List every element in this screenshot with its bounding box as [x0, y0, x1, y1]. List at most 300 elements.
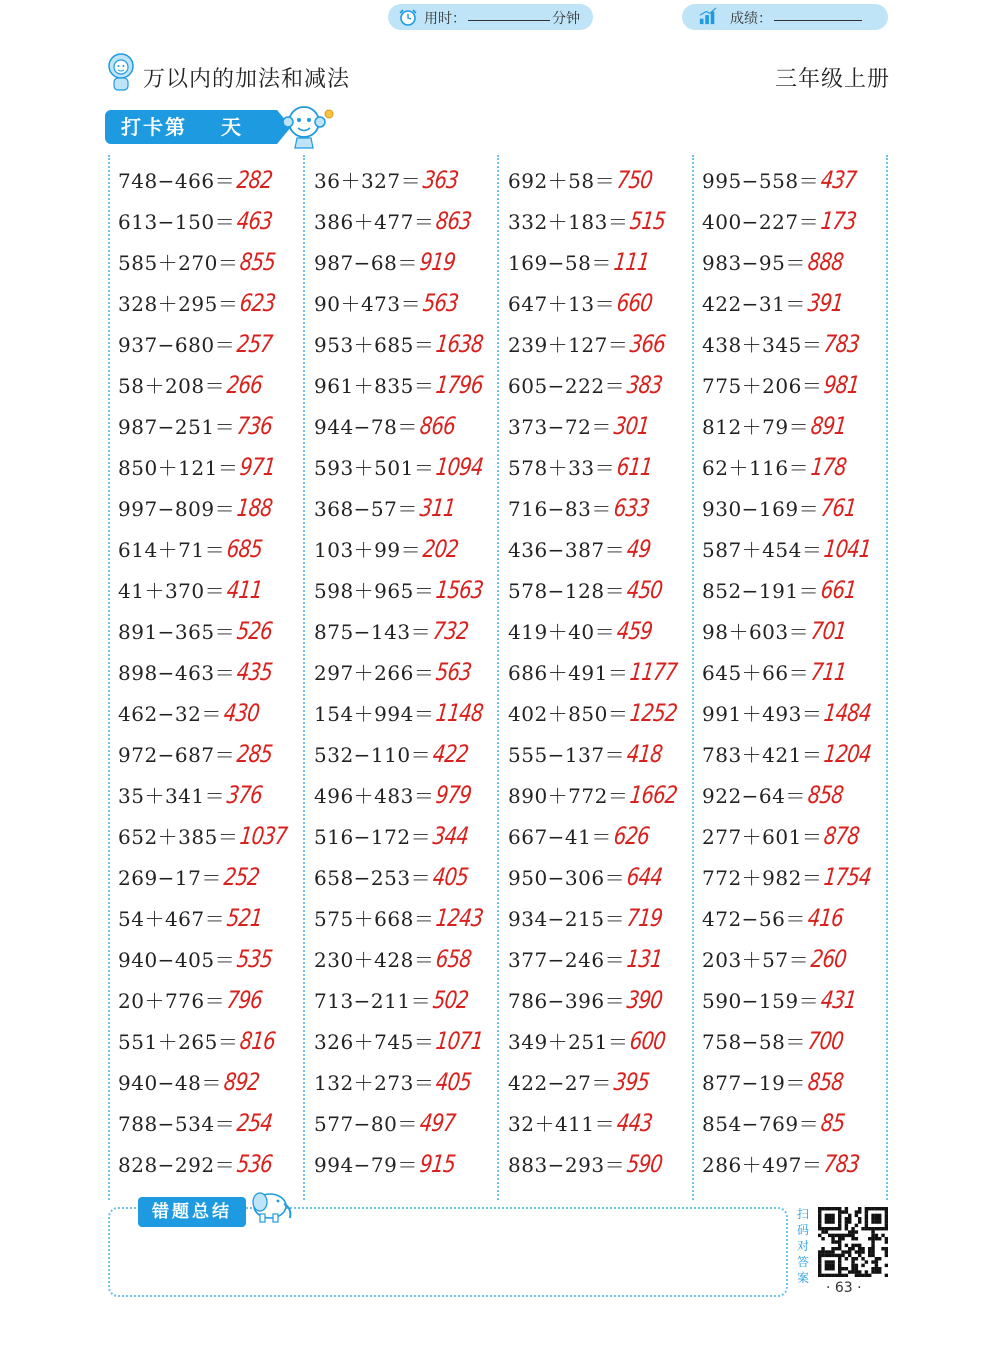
handwritten-answer: 202 — [421, 535, 460, 563]
exercise-question: 983−95＝ — [702, 251, 806, 275]
exercise-question: 35＋341＝ — [118, 784, 226, 808]
exercise-row — [508, 452, 698, 493]
handwritten-answer: 497 — [418, 1109, 457, 1137]
exercise-row — [118, 862, 308, 903]
exercise-row — [508, 862, 698, 903]
exercise-row — [314, 288, 504, 329]
exercise-row — [118, 903, 308, 944]
handwritten-answer: 1252 — [628, 699, 679, 727]
handwritten-answer: 971 — [238, 453, 277, 481]
exercise-row — [314, 862, 504, 903]
exercise-row — [118, 698, 308, 739]
grade-label: 三年级上册 — [774, 67, 890, 92]
exercise-question: 667−41＝ — [508, 825, 612, 849]
qr-code-icon[interactable] — [818, 1207, 888, 1277]
exercise-row — [314, 1026, 504, 1067]
handwritten-answer: 816 — [238, 1027, 277, 1055]
exercise-row — [118, 780, 308, 821]
exercise-row — [118, 616, 308, 657]
exercise-row — [702, 493, 892, 534]
exercise-row — [118, 1067, 308, 1108]
exercise-row — [314, 985, 504, 1026]
handwritten-answer: 633 — [612, 494, 651, 522]
exercise-row — [508, 575, 698, 616]
handwritten-answer: 915 — [418, 1150, 457, 1178]
exercise-question: 850＋121＝ — [118, 456, 239, 480]
exercise-question: 400−227＝ — [702, 210, 820, 234]
exercise-question: 647＋13＝ — [508, 292, 616, 316]
exercise-row — [118, 944, 308, 985]
handwritten-answer: 981 — [822, 371, 861, 399]
exercise-row — [508, 329, 698, 370]
exercise-question: 995−558＝ — [702, 169, 820, 193]
exercise-question: 297＋266＝ — [314, 661, 435, 685]
handwritten-answer: 878 — [822, 822, 861, 850]
exercise-column-2 — [314, 165, 504, 1190]
handwritten-answer: 1638 — [434, 330, 485, 358]
exercise-row — [314, 206, 504, 247]
handwritten-answer: 178 — [809, 453, 848, 481]
handwritten-answer: 1148 — [434, 699, 485, 727]
exercise-row — [118, 739, 308, 780]
exercise-row — [314, 575, 504, 616]
handwritten-answer: 1204 — [822, 740, 873, 768]
handwritten-answer: 443 — [615, 1109, 654, 1137]
exercise-row — [118, 452, 308, 493]
exercise-row — [314, 247, 504, 288]
exercise-row — [508, 944, 698, 985]
exercise-row — [508, 780, 698, 821]
exercise-question: 940−48＝ — [118, 1071, 222, 1095]
exercise-question: 590−159＝ — [702, 989, 820, 1013]
exercise-grid — [108, 155, 888, 1200]
exercise-row — [702, 247, 892, 288]
exercise-question: 578＋33＝ — [508, 456, 616, 480]
exercise-row — [702, 1067, 892, 1108]
handwritten-answer: 1041 — [822, 535, 873, 563]
exercise-question: 422−27＝ — [508, 1071, 612, 1095]
checkin-suffix: 天 — [221, 115, 243, 139]
exercise-question: 36＋327＝ — [314, 169, 422, 193]
score-pill — [682, 4, 888, 30]
exercise-question: 713−211＝ — [314, 989, 432, 1013]
exercise-question: 277＋601＝ — [702, 825, 823, 849]
handwritten-answer: 282 — [235, 166, 274, 194]
handwritten-answer: 719 — [625, 904, 664, 932]
handwritten-answer: 422 — [431, 740, 470, 768]
exercise-row — [314, 493, 504, 534]
handwritten-answer: 732 — [431, 617, 470, 645]
exercise-question: 103＋99＝ — [314, 538, 422, 562]
handwritten-answer: 979 — [434, 781, 473, 809]
exercise-question: 436−387＝ — [508, 538, 626, 562]
handwritten-answer: 701 — [809, 617, 848, 645]
handwritten-answer: 855 — [238, 248, 277, 276]
handwritten-answer: 919 — [418, 248, 457, 276]
exercise-question: 786−396＝ — [508, 989, 626, 1013]
score-chart-icon — [698, 7, 718, 25]
exercise-column-3 — [508, 165, 698, 1190]
exercise-row — [702, 862, 892, 903]
handwritten-answer: 736 — [235, 412, 274, 440]
exercise-question: 883−293＝ — [508, 1153, 626, 1177]
exercise-question: 890＋772＝ — [508, 784, 629, 808]
handwritten-answer: 463 — [235, 207, 274, 235]
column-divider — [108, 155, 110, 1200]
handwritten-answer: 257 — [235, 330, 274, 358]
checkin-prefix: 打卡第 — [121, 115, 187, 139]
exercise-question: 658−253＝ — [314, 866, 432, 890]
exercise-question: 90＋473＝ — [314, 292, 422, 316]
exercise-question: 854−769＝ — [702, 1112, 820, 1136]
exercise-question: 652＋385＝ — [118, 825, 239, 849]
handwritten-answer: 611 — [615, 453, 654, 481]
exercise-question: 555−137＝ — [508, 743, 626, 767]
handwritten-answer: 301 — [612, 412, 651, 440]
exercise-question: 877−19＝ — [702, 1071, 806, 1095]
exercise-question: 828−292＝ — [118, 1153, 236, 1177]
handwritten-answer: 891 — [809, 412, 848, 440]
exercise-row — [508, 698, 698, 739]
exercise-question: 987−68＝ — [314, 251, 418, 275]
exercise-row — [702, 944, 892, 985]
exercise-row — [508, 206, 698, 247]
exercise-row — [702, 698, 892, 739]
handwritten-answer: 431 — [819, 986, 858, 1014]
exercise-question: 783＋421＝ — [702, 743, 823, 767]
exercise-question: 203＋57＝ — [702, 948, 810, 972]
exercise-row — [118, 288, 308, 329]
exercise-row — [314, 411, 504, 452]
exercise-question: 587＋454＝ — [702, 538, 823, 562]
handwritten-answer: 173 — [819, 207, 858, 235]
exercise-question: 154＋994＝ — [314, 702, 435, 726]
exercise-row — [314, 944, 504, 985]
exercise-row — [702, 821, 892, 862]
exercise-row — [508, 821, 698, 862]
exercise-row — [314, 657, 504, 698]
exercise-question: 758−58＝ — [702, 1030, 806, 1054]
exercise-row — [118, 657, 308, 698]
handwritten-answer: 1037 — [238, 822, 289, 850]
exercise-row — [118, 411, 308, 452]
handwritten-answer: 590 — [625, 1150, 664, 1178]
handwritten-answer: 685 — [225, 535, 264, 563]
exercise-question: 269−17＝ — [118, 866, 222, 890]
exercise-row — [508, 370, 698, 411]
exercise-question: 645＋66＝ — [702, 661, 810, 685]
handwritten-answer: 858 — [806, 781, 845, 809]
exercise-question: 692＋58＝ — [508, 169, 616, 193]
exercise-question: 937−680＝ — [118, 333, 236, 357]
exercise-row — [314, 165, 504, 206]
exercise-row — [702, 780, 892, 821]
exercise-row — [314, 903, 504, 944]
exercise-question: 788−534＝ — [118, 1112, 236, 1136]
page-title: 万以内的加法和减法 — [143, 67, 351, 92]
exercise-question: 328＋295＝ — [118, 292, 239, 316]
exercise-question: 614＋71＝ — [118, 538, 226, 562]
lion-mascot-icon — [105, 52, 137, 92]
exercise-row — [314, 616, 504, 657]
exercise-row — [314, 534, 504, 575]
exercise-question: 419＋40＝ — [508, 620, 616, 644]
exercise-row — [702, 575, 892, 616]
exercise-row — [702, 206, 892, 247]
handwritten-answer: 796 — [225, 986, 264, 1014]
exercise-row — [118, 1108, 308, 1149]
exercise-question: 953＋685＝ — [314, 333, 435, 357]
handwritten-answer: 711 — [809, 658, 848, 686]
exercise-question: 326＋745＝ — [314, 1030, 435, 1054]
handwritten-answer: 416 — [806, 904, 845, 932]
exercise-row — [702, 288, 892, 329]
exercise-row — [702, 1149, 892, 1190]
handwritten-answer: 383 — [625, 371, 664, 399]
handwritten-answer: 391 — [806, 289, 845, 317]
handwritten-answer: 1177 — [628, 658, 679, 686]
exercise-row — [508, 1026, 698, 1067]
handwritten-answer: 363 — [421, 166, 460, 194]
handwritten-answer: 131 — [625, 945, 664, 973]
exercise-question: 950−306＝ — [508, 866, 626, 890]
checkin-banner — [105, 110, 335, 144]
exercise-question: 593＋501＝ — [314, 456, 435, 480]
exercise-row — [702, 452, 892, 493]
exercise-row — [702, 534, 892, 575]
exercise-question: 605−222＝ — [508, 374, 626, 398]
exercise-row — [702, 739, 892, 780]
exercise-question: 934−215＝ — [508, 907, 626, 931]
handwritten-answer: 1754 — [822, 863, 873, 891]
handwritten-answer: 49 — [625, 535, 652, 563]
score-input-line[interactable] — [774, 4, 862, 21]
exercise-question: 377−246＝ — [508, 948, 626, 972]
handwritten-answer: 866 — [418, 412, 457, 440]
exercise-row — [314, 1149, 504, 1190]
handwritten-answer: 395 — [612, 1068, 651, 1096]
exercise-row — [314, 329, 504, 370]
exercise-row — [118, 985, 308, 1026]
exercise-row — [314, 821, 504, 862]
handwritten-answer: 437 — [819, 166, 858, 194]
handwritten-answer: 661 — [819, 576, 858, 604]
handwritten-answer: 1094 — [434, 453, 485, 481]
exercise-row — [118, 370, 308, 411]
handwritten-answer: 858 — [806, 1068, 845, 1096]
exercise-row — [702, 370, 892, 411]
exercise-row — [508, 739, 698, 780]
exercise-row — [118, 1026, 308, 1067]
page-number: · 63 · — [826, 1280, 862, 1296]
exercise-row — [314, 1067, 504, 1108]
exercise-question: 54＋467＝ — [118, 907, 226, 931]
exercise-question: 472−56＝ — [702, 907, 806, 931]
time-unit: 分钟 — [552, 11, 580, 27]
exercise-question: 578−128＝ — [508, 579, 626, 603]
exercise-question: 598＋965＝ — [314, 579, 435, 603]
checkin-tab — [105, 110, 277, 144]
handwritten-answer: 626 — [612, 822, 651, 850]
exercise-row — [702, 616, 892, 657]
exercise-question: 716−83＝ — [508, 497, 612, 521]
exercise-question: 922−64＝ — [702, 784, 806, 808]
exercise-question: 230＋428＝ — [314, 948, 435, 972]
exercise-row — [508, 985, 698, 1026]
handwritten-answer: 535 — [235, 945, 274, 973]
exercise-question: 422−31＝ — [702, 292, 806, 316]
exercise-question: 775＋206＝ — [702, 374, 823, 398]
handwritten-answer: 892 — [222, 1068, 261, 1096]
exercise-column-4 — [702, 165, 892, 1190]
exercise-row — [508, 1108, 698, 1149]
handwritten-answer: 252 — [222, 863, 261, 891]
exercise-row — [508, 1149, 698, 1190]
exercise-question: 438＋345＝ — [702, 333, 823, 357]
exercise-question: 32＋411＝ — [508, 1112, 616, 1136]
exercise-question: 997−809＝ — [118, 497, 236, 521]
exercise-row — [118, 165, 308, 206]
exercise-question: 516−172＝ — [314, 825, 432, 849]
handwritten-answer: 405 — [431, 863, 470, 891]
handwritten-answer: 761 — [819, 494, 858, 522]
exercise-row — [702, 903, 892, 944]
handwritten-answer: 623 — [238, 289, 277, 317]
exercise-question: 585＋270＝ — [118, 251, 239, 275]
handwritten-answer: 311 — [418, 494, 457, 522]
exercise-row — [118, 493, 308, 534]
exercise-question: 852−191＝ — [702, 579, 820, 603]
handwritten-answer: 188 — [235, 494, 274, 522]
exercise-row — [508, 616, 698, 657]
exercise-question: 686＋491＝ — [508, 661, 629, 685]
handwritten-answer: 390 — [625, 986, 664, 1014]
exercise-row — [118, 329, 308, 370]
exercise-question: 891−365＝ — [118, 620, 236, 644]
handwritten-answer: 285 — [235, 740, 274, 768]
exercise-question: 987−251＝ — [118, 415, 236, 439]
exercise-row — [702, 657, 892, 698]
exercise-row — [508, 657, 698, 698]
handwritten-answer: 430 — [222, 699, 261, 727]
exercise-question: 812＋79＝ — [702, 415, 810, 439]
exercise-question: 386＋477＝ — [314, 210, 435, 234]
exercise-question: 132＋273＝ — [314, 1071, 435, 1095]
exercise-question: 532−110＝ — [314, 743, 432, 767]
exercise-question: 972−687＝ — [118, 743, 236, 767]
handwritten-answer: 1662 — [628, 781, 679, 809]
exercise-row — [314, 698, 504, 739]
handwritten-answer: 254 — [235, 1109, 274, 1137]
elephant-mascot-icon — [246, 1184, 296, 1224]
handwritten-answer: 1796 — [434, 371, 485, 399]
exercise-row — [118, 534, 308, 575]
exercise-row — [508, 534, 698, 575]
exercise-question: 169−58＝ — [508, 251, 612, 275]
handwritten-answer: 563 — [421, 289, 460, 317]
handwritten-answer: 888 — [806, 248, 845, 276]
exercise-row — [702, 1026, 892, 1067]
exercise-row — [508, 247, 698, 288]
exercise-question: 772＋982＝ — [702, 866, 823, 890]
time-pill — [388, 4, 593, 30]
handwritten-answer: 366 — [628, 330, 667, 358]
exercise-question: 577−80＝ — [314, 1112, 418, 1136]
exercise-question: 20＋776＝ — [118, 989, 226, 1013]
handwritten-answer: 450 — [625, 576, 664, 604]
exercise-row — [314, 1108, 504, 1149]
exercise-question: 994−79＝ — [314, 1153, 418, 1177]
alarm-clock-icon — [398, 8, 418, 26]
handwritten-answer: 344 — [431, 822, 470, 850]
exercise-question: 373−72＝ — [508, 415, 612, 439]
exercise-question: 944−78＝ — [314, 415, 418, 439]
time-input-line[interactable] — [468, 4, 550, 21]
handwritten-answer: 863 — [434, 207, 473, 235]
exercise-question: 58＋208＝ — [118, 374, 226, 398]
exercise-question: 748−466＝ — [118, 169, 236, 193]
qr-label: 扫码对答案 — [797, 1207, 810, 1285]
exercise-row — [118, 575, 308, 616]
handwritten-answer: 266 — [225, 371, 264, 399]
exercise-question: 462−32＝ — [118, 702, 222, 726]
handwritten-answer: 435 — [235, 658, 274, 686]
handwritten-answer: 515 — [628, 207, 667, 235]
exercise-question: 286＋497＝ — [702, 1153, 823, 1177]
handwritten-answer: 502 — [431, 986, 470, 1014]
handwritten-answer: 526 — [235, 617, 274, 645]
exercise-question: 613−150＝ — [118, 210, 236, 234]
handwritten-answer: 521 — [225, 904, 264, 932]
exercise-row — [702, 1108, 892, 1149]
score-label: 成绩： — [730, 11, 772, 27]
exercise-question: 575＋668＝ — [314, 907, 435, 931]
handwritten-answer: 700 — [806, 1027, 845, 1055]
handwritten-answer: 111 — [612, 248, 651, 276]
exercise-row — [314, 739, 504, 780]
handwritten-answer: 536 — [235, 1150, 274, 1178]
handwritten-answer: 1563 — [434, 576, 485, 604]
exercise-question: 930−169＝ — [702, 497, 820, 521]
monkey-mascot-icon — [277, 102, 335, 150]
exercise-row — [508, 493, 698, 534]
exercise-row — [118, 206, 308, 247]
handwritten-answer: 260 — [809, 945, 848, 973]
exercise-row — [508, 1067, 698, 1108]
mistake-summary-label: 错题总结 — [138, 1197, 246, 1227]
handwritten-answer: 376 — [225, 781, 264, 809]
exercise-question: 961＋835＝ — [314, 374, 435, 398]
exercise-row — [314, 370, 504, 411]
exercise-question: 332＋183＝ — [508, 210, 629, 234]
exercise-row — [702, 329, 892, 370]
handwritten-answer: 1071 — [434, 1027, 485, 1055]
exercise-question: 875−143＝ — [314, 620, 432, 644]
exercise-row — [702, 165, 892, 206]
exercise-question: 551＋265＝ — [118, 1030, 239, 1054]
exercise-question: 41＋370＝ — [118, 579, 226, 603]
handwritten-answer: 418 — [625, 740, 664, 768]
exercise-row — [118, 247, 308, 288]
handwritten-answer: 459 — [615, 617, 654, 645]
handwritten-answer: 85 — [819, 1109, 846, 1137]
exercise-question: 496＋483＝ — [314, 784, 435, 808]
handwritten-answer: 783 — [822, 330, 861, 358]
exercise-question: 349＋251＝ — [508, 1030, 629, 1054]
exercise-question: 991＋493＝ — [702, 702, 823, 726]
handwritten-answer: 658 — [434, 945, 473, 973]
exercise-row — [508, 288, 698, 329]
